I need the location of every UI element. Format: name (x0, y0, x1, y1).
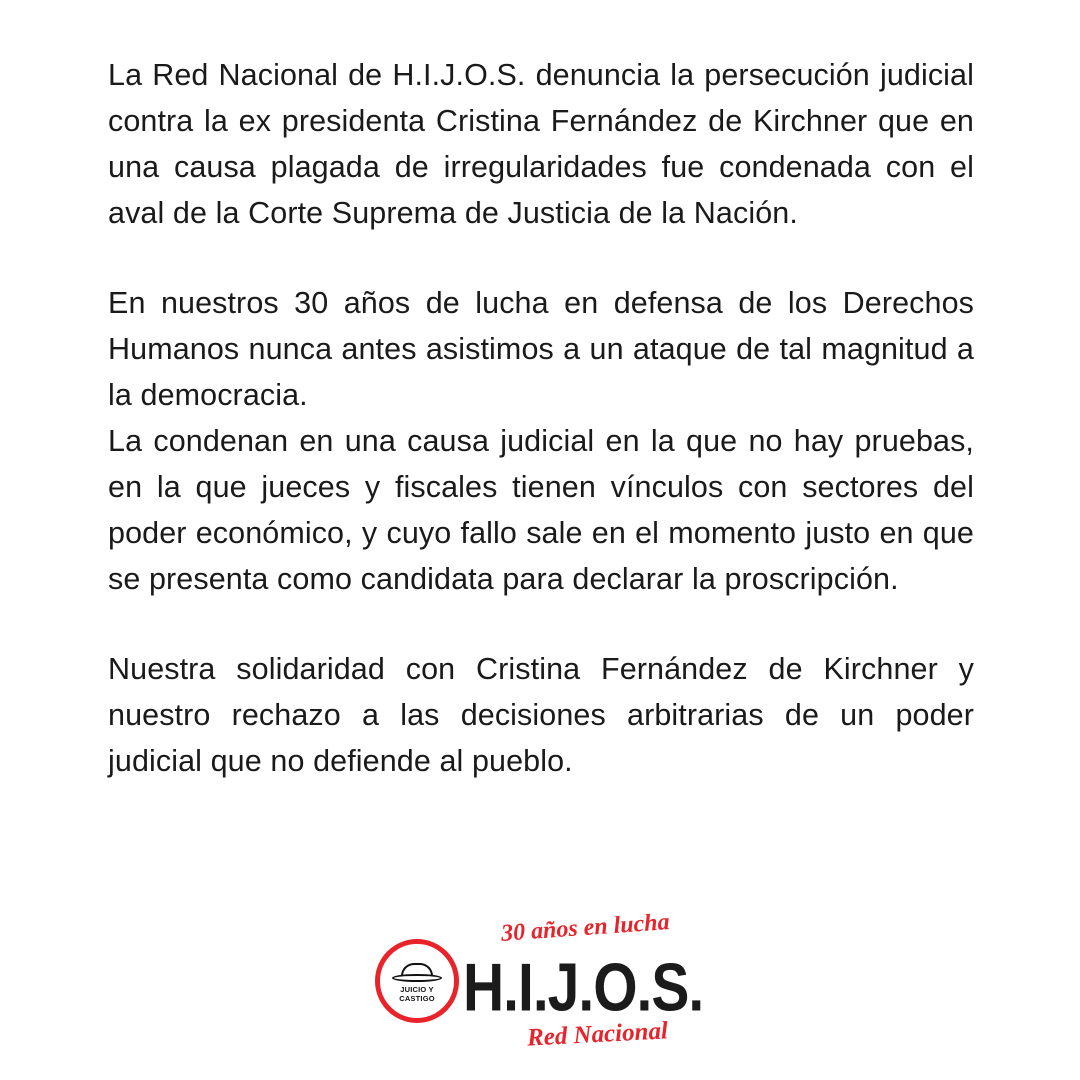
stamp-label-line1: JUICIO Y (400, 985, 434, 994)
stamp-label-line2: CASTIGO (399, 993, 435, 1003)
police-hat-icon (392, 963, 442, 983)
logo-tagline-top: 30 años en lucha (500, 909, 671, 947)
logo-wordmark: H.I.J.O.S. (463, 950, 704, 1026)
paragraph-2: En nuestros 30 años de lucha en defensa de los Derechos Humanos nunca antes asistimos a un ataque de tal magnitud a la democracia. (108, 286, 974, 412)
paragraph-1: La Red Nacional de H.I.J.O.S. denuncia la persecución judicial contra la ex presidenta Cristina Fernández de Kirchner que en una causa plagada de irregularidades fue condenada con el aval de la Corte Suprema de Justicia de la Nación. (108, 58, 974, 230)
paragraph-spacer (108, 602, 974, 646)
paragraph-4: Nuestra solidaridad con Cristina Fernández de Kirchner y nuestro rechazo a las decisiones arbitrarias de un poder judicial que no defiende al pueblo. (108, 652, 974, 778)
paragraph-3: La condenan en una causa judicial en la que no hay pruebas, en la que jueces y fiscales tienen vínculos con sectores del poder económico, y cuyo fallo sale en el momento justo en que se presenta como candidata para declarar la proscripción. (108, 424, 974, 596)
statement-body (108, 52, 974, 784)
hijos-logo (0, 908, 1080, 1058)
juicio-y-castigo-stamp-icon (375, 939, 459, 1023)
paragraph-spacer (108, 236, 974, 280)
logo-tagline-bottom: Red Nacional (526, 1017, 669, 1052)
